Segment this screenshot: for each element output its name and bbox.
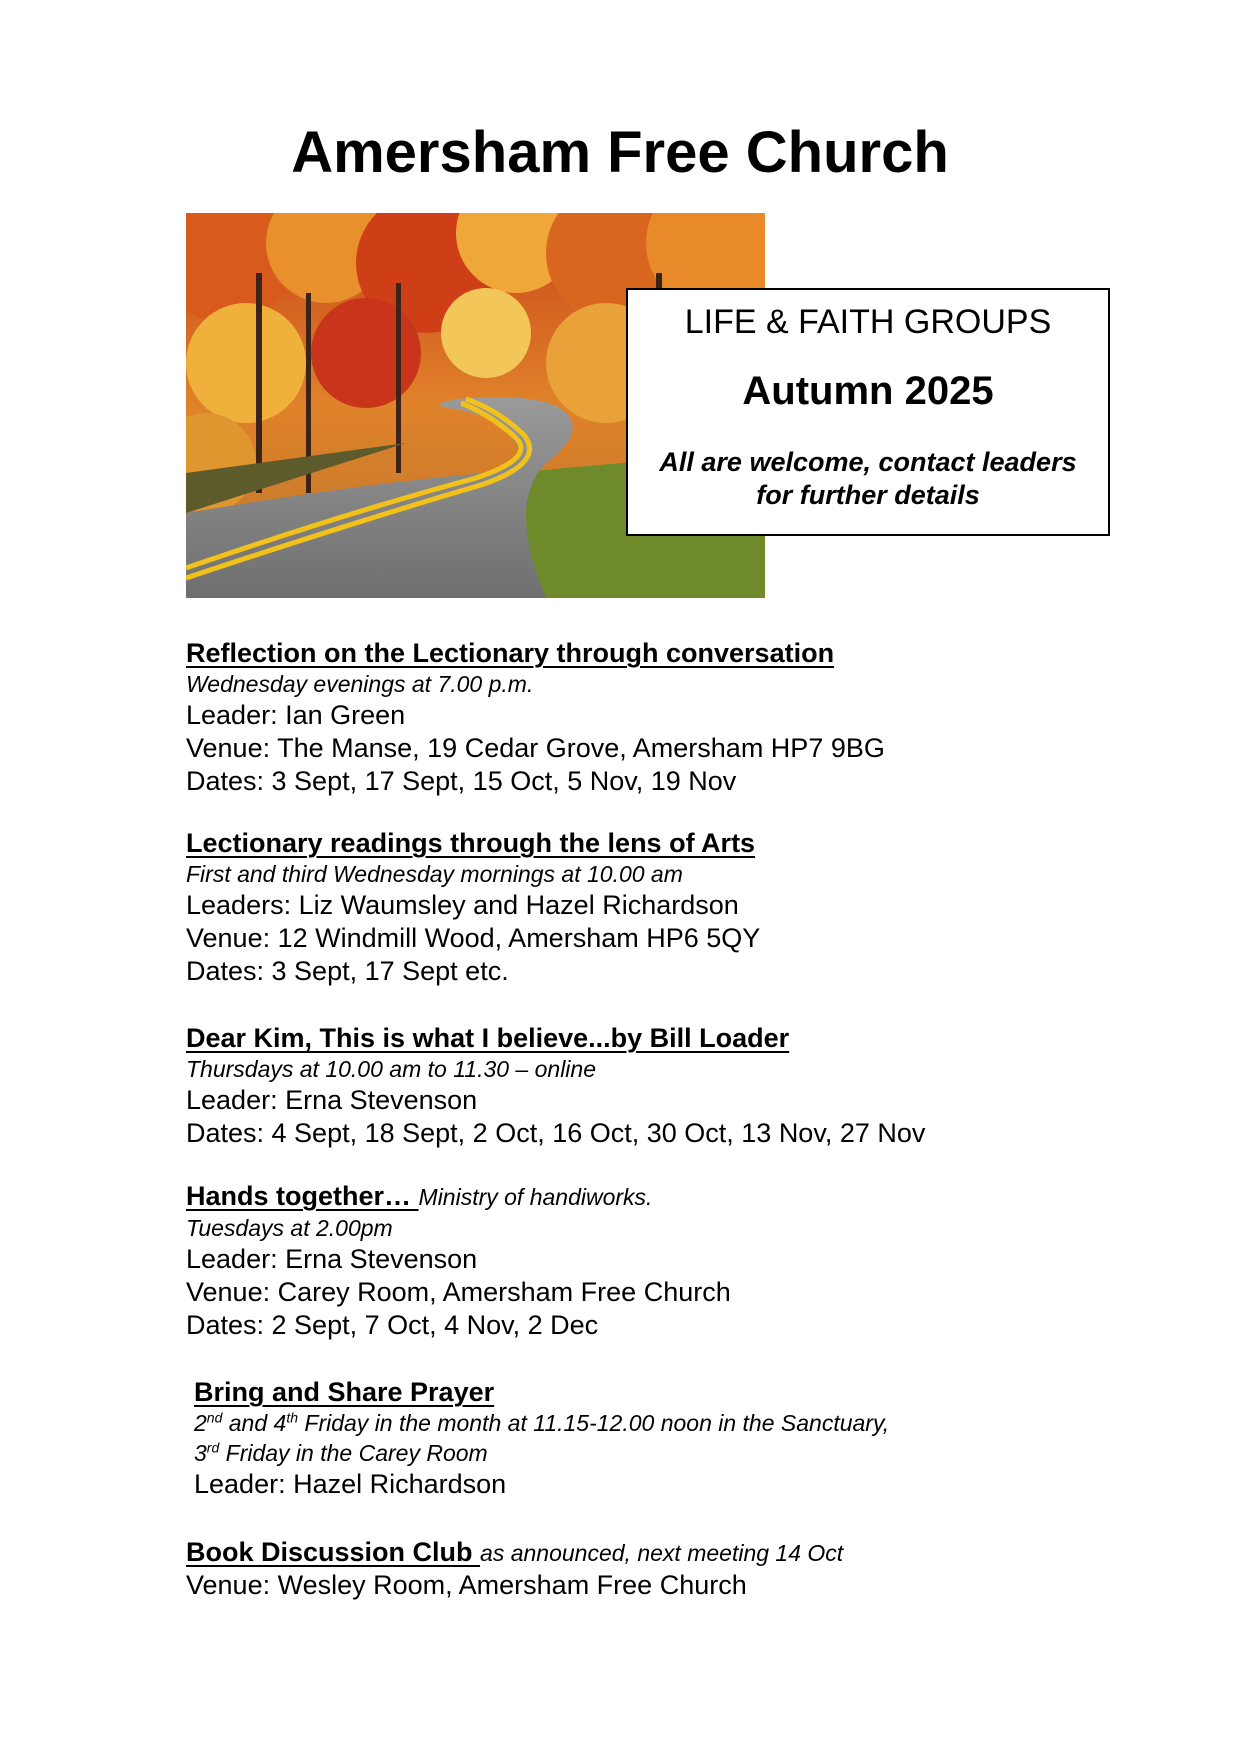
welcome-text: All are welcome, contact leaders for further details <box>659 447 1077 510</box>
group-note: as announced, next meeting 14 Oct <box>480 1540 844 1566</box>
group-leader: Leaders: Liz Waumsley and Hazel Richardson <box>186 890 739 920</box>
groups-title: LIFE & FAITH GROUPS <box>684 303 1052 341</box>
group-title: Dear Kim, This is what I believe...by Bill Loader <box>186 1023 790 1053</box>
group-venue: Venue: Carey Room, Amersham Free Church <box>186 1277 731 1307</box>
group-leader: Leader: Hazel Richardson <box>194 1469 507 1499</box>
group-section <box>186 637 1186 798</box>
group-section <box>186 1536 1186 1602</box>
group-dates: Dates: 4 Sept, 18 Sept, 2 Oct, 16 Oct, 30 Oct, 13 Nov, 27 Nov <box>186 1118 926 1148</box>
group-leader: Leader: Erna Stevenson <box>186 1244 478 1274</box>
group-schedule: Wednesday evenings at 7.00 p.m. <box>186 671 534 697</box>
group-leader: Leader: Erna Stevenson <box>186 1085 478 1115</box>
group-schedule: 2nd and 4th Friday in the month at 11.15-12.00 noon in the Sanctuary, <box>194 1409 890 1436</box>
group-leader: Leader: Ian Green <box>186 700 406 730</box>
season-title: Autumn 2025 <box>742 369 994 413</box>
group-section <box>186 827 1186 988</box>
info-box <box>626 288 1110 536</box>
group-title: Bring and Share Prayer <box>194 1377 495 1407</box>
group-dates: Dates: 3 Sept, 17 Sept, 15 Oct, 5 Nov, 19 Nov <box>186 766 737 796</box>
group-venue: Venue: The Manse, 19 Cedar Grove, Amersham HP7 9BG <box>186 733 885 763</box>
group-schedule-2: 3rd Friday in the Carey Room <box>194 1439 488 1466</box>
group-schedule: Tuesdays at 2.00pm <box>186 1215 393 1241</box>
group-title: Lectionary readings through the lens of Arts <box>186 828 756 858</box>
group-title: Book Discussion Club <box>186 1537 481 1567</box>
page-title: Amersham Free Church <box>291 120 949 185</box>
group-dates: Dates: 3 Sept, 17 Sept etc. <box>186 956 509 986</box>
group-section <box>186 1180 1186 1342</box>
group-schedule: Thursdays at 10.00 am to 11.30 – online <box>186 1056 597 1082</box>
group-section <box>186 1022 1186 1150</box>
group-note: Ministry of handiworks. <box>418 1184 653 1210</box>
group-section <box>194 1376 1194 1501</box>
group-schedule: First and third Wednesday mornings at 10.00 am <box>186 861 683 887</box>
group-title: Hands together… <box>186 1181 419 1211</box>
group-dates: Dates: 2 Sept, 7 Oct, 4 Nov, 2 Dec <box>186 1310 599 1340</box>
group-venue: Venue: 12 Windmill Wood, Amersham HP6 5QY <box>186 923 761 953</box>
group-venue: Venue: Wesley Room, Amersham Free Church <box>186 1570 747 1600</box>
group-title: Reflection on the Lectionary through conversation <box>186 638 835 668</box>
